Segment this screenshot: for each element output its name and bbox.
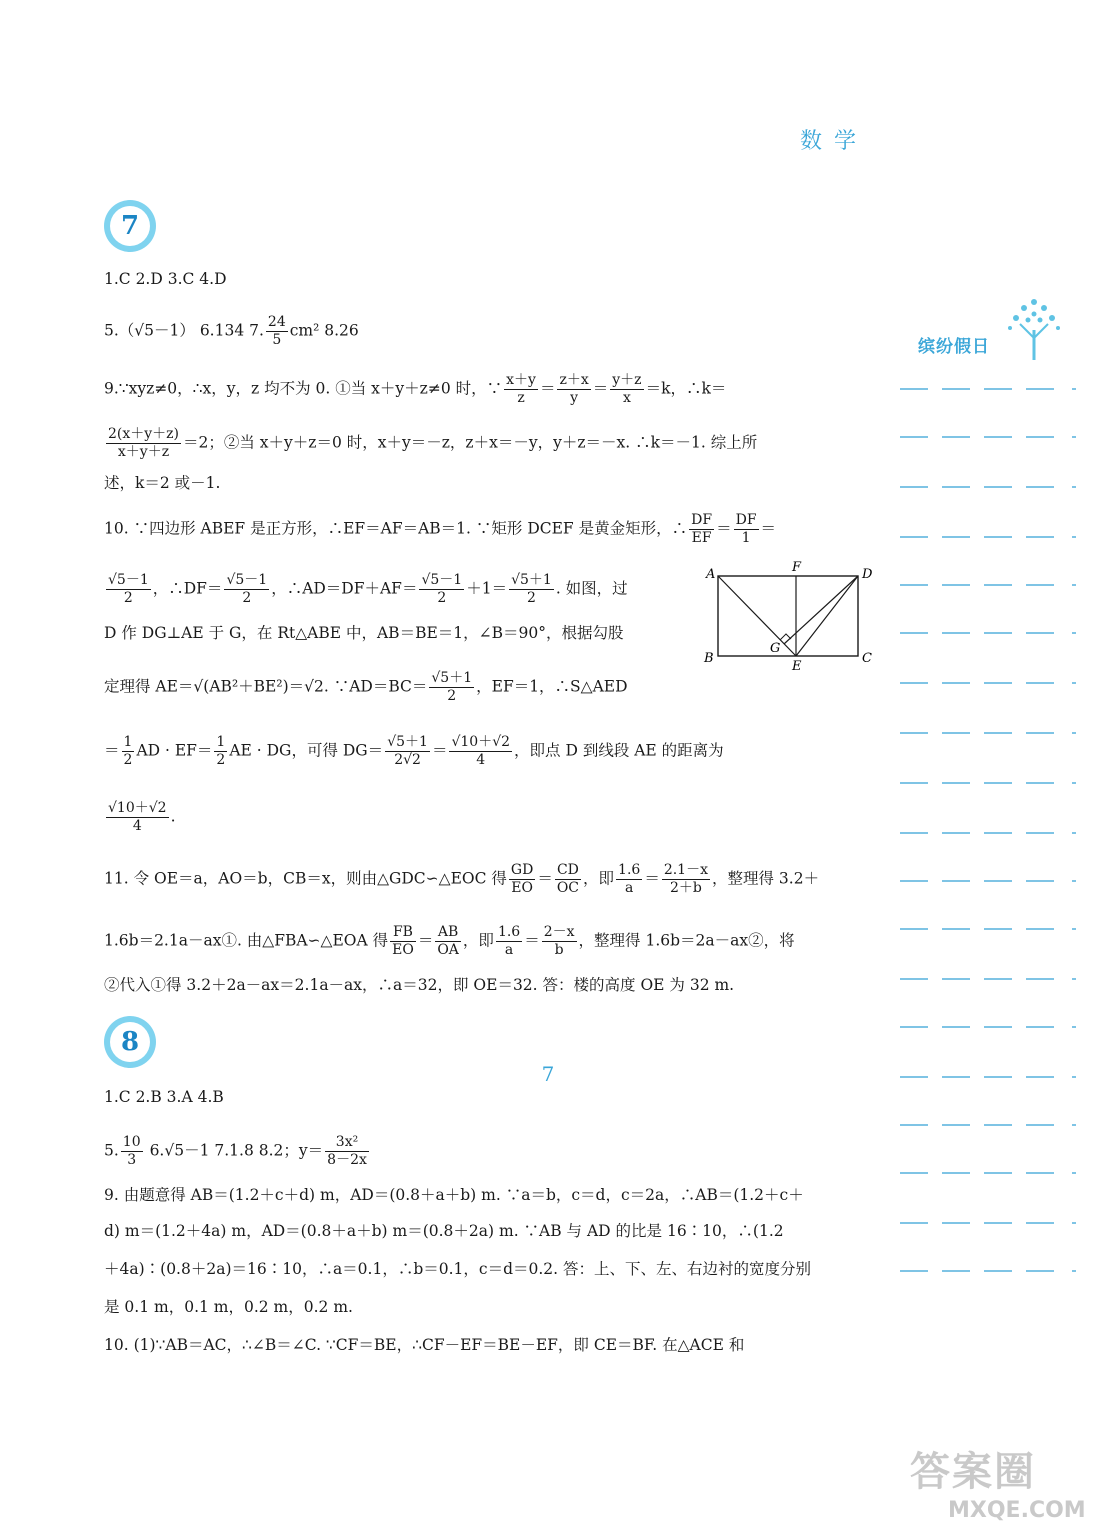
fraction: $\frac{2(x+y+z)}{x+y+z}$ (108, 426, 180, 460)
dash-segment (1026, 928, 1054, 930)
fraction: $\frac{√5+1}{2}$ (431, 670, 473, 704)
answer-line: 10. (1)∵AB＝AC，∴∠B＝∠C. ∵CF＝BE，∴CF－EF＝BE－EF，即 CE＝BF. 在△ACE 和 (104, 1336, 745, 1354)
answer-line: ＋4a)∶(0.8＋2a)＝16∶10，∴a＝0.1，∴b＝0.1，c＝d＝0.2. 答：上、下、左、右边衬的宽度分别 (104, 1260, 812, 1278)
dash-segment (984, 978, 1012, 980)
dash-segment (984, 436, 1012, 438)
page-number: 7 (541, 1062, 555, 1086)
dash-segment (942, 1124, 970, 1126)
segment-dg (784, 576, 858, 644)
dash-segment (900, 632, 928, 634)
label-f: F (792, 560, 802, 575)
dash-dot (1072, 928, 1076, 930)
dash-segment (942, 978, 970, 980)
dash-dot (1072, 436, 1076, 438)
answer-line: 定理得 AE＝√(AB²＋BE²)＝√2. ∵AD＝BC＝ $\frac{√5+1}{2}$ ，EF＝1，∴S△AED (104, 670, 628, 704)
dash-segment (984, 486, 1012, 488)
fraction: $\frac{√10+√2}{4}$ (451, 734, 511, 768)
dash-segment (900, 486, 928, 488)
note-line (900, 782, 1080, 784)
brand-logo (906, 290, 1076, 370)
note-line (900, 832, 1080, 834)
dash-segment (1026, 486, 1054, 488)
dash-dot (1072, 584, 1076, 586)
note-line (900, 436, 1080, 438)
dash-segment (900, 536, 928, 538)
dash-segment (942, 486, 970, 488)
section-badge-7 (102, 198, 158, 254)
note-line (900, 536, 1080, 538)
section-number: 8 (120, 1027, 140, 1057)
fraction: $\frac{FB}{EO}$ (392, 924, 414, 958)
dash-segment (900, 880, 928, 882)
answer-line: 述，k＝2 或－1. (104, 474, 221, 492)
dash-segment (942, 880, 970, 882)
fraction: $\frac{z+x}{y}$ (559, 372, 589, 406)
dash-segment (1026, 1026, 1054, 1028)
dash-segment (984, 732, 1012, 734)
fraction: $\frac{1.6}{a}$ (618, 862, 641, 896)
dash-segment (900, 732, 928, 734)
fraction: $\frac{x+y}{z}$ (506, 372, 536, 406)
fraction: $\frac{y+z}{x}$ (612, 372, 642, 406)
dash-segment (900, 782, 928, 784)
dash-segment (900, 1026, 928, 1028)
section-number: 7 (120, 211, 140, 241)
watermark-logo: 答案圈 (910, 1449, 1036, 1495)
segment-de (796, 576, 858, 656)
label-b: B (704, 651, 714, 666)
fraction: $\frac{\text{3x²}}{8-2x}$ (327, 1134, 367, 1168)
dash-dot (1072, 782, 1076, 784)
dash-segment (1026, 682, 1054, 684)
dash-segment (942, 832, 970, 834)
label-a: A (706, 567, 716, 582)
fraction: $\frac{DF}{1}$ (735, 512, 757, 546)
dash-segment (984, 1222, 1012, 1224)
rectangle-abcd (718, 576, 858, 656)
note-line (900, 732, 1080, 734)
answer-line: ＝ $\frac{1}{2}$ AD · EF＝ $\frac{1}{2}$ AE · DG，可得 DG＝ $\frac{√5+1}{2√2}$ ＝ $\frac{√10+√2}{4}$ ，即点 D 到线段 AE 的距离为 (104, 734, 724, 768)
fraction: $\frac{√5-1}{2}$ (421, 572, 463, 606)
dash-segment (984, 1172, 1012, 1174)
note-line (900, 1026, 1080, 1028)
dash-segment (984, 682, 1012, 684)
fraction: $\frac{2-x}{b}$ (543, 924, 575, 958)
dash-dot (1072, 682, 1076, 684)
dash-segment (984, 632, 1012, 634)
answer-line: $\frac{√10+√2}{4}$ . (108, 800, 176, 834)
dash-segment (942, 1270, 970, 1272)
dash-dot (1072, 1172, 1076, 1174)
dash-segment (942, 1222, 970, 1224)
dash-segment (900, 1222, 928, 1224)
note-line (900, 928, 1080, 930)
dash-dot (1072, 1124, 1076, 1126)
dash-segment (1026, 978, 1054, 980)
note-line (900, 1270, 1080, 1272)
dash-segment (942, 388, 970, 390)
dash-segment (900, 436, 928, 438)
dash-segment (1026, 536, 1054, 538)
dash-segment (942, 782, 970, 784)
fraction: $\frac{2.1-x}{2+b}$ (663, 862, 708, 896)
answer-line: $\frac{2(x+y+z)}{x+y+z}$ ＝2；②当 x＋y＋z＝0 时，x＋y＝－z，z＋x＝－y，y＋z＝－x. ∴k＝－1. 综上所 (108, 426, 758, 460)
fraction: $\frac{CD}{OC}$ (556, 862, 580, 896)
dash-segment (1026, 880, 1054, 882)
dash-dot (1072, 732, 1076, 734)
dash-segment (984, 1124, 1012, 1126)
answer-line: $\frac{√5-1}{2}$ ，∴DF＝ $\frac{√5-1}{2}$ ，∴AD＝DF＋AF＝ $\frac{√5-1}{2}$ ＋1＝ $\frac{√5+1}{2}$ . 如图，过 (108, 572, 628, 606)
label-d: D (862, 567, 873, 582)
dash-dot (1072, 632, 1076, 634)
answer-line: 10. ∵四边形 ABEF 是正方形，∴EF＝AF＝AB＝1. ∵矩形 DCEF 是黄金矩形，∴ $\frac{DF}{EF}$ ＝ $\frac{DF}{1}$ ＝ (104, 512, 777, 546)
dash-segment (942, 928, 970, 930)
answer-line: ②代入①得 3.2＋2a－ax＝2.1a－ax，∴a＝32，即 OE＝32. 答：楼的高度 OE 为 32 m. (104, 976, 735, 994)
dash-dot (1072, 1270, 1076, 1272)
subject-title: 数学 (800, 129, 869, 154)
fraction: $\frac{√5-1}{2}$ (226, 572, 268, 606)
note-line (900, 1124, 1080, 1126)
note-line (900, 388, 1080, 390)
answer-line: D 作 DG⊥AE 于 G，在 Rt△ABE 中，AB＝BE＝1，∠B＝90°，根据勾股 (104, 624, 624, 642)
fraction: $\frac{1}{2}$ (216, 734, 226, 768)
dash-segment (984, 1270, 1012, 1272)
dash-dot (1072, 486, 1076, 488)
note-line (900, 584, 1080, 586)
dash-segment (900, 388, 928, 390)
answer-line: d) m＝(1.2＋4a) m，AD＝(0.8＋a＋b) m＝(0.8＋2a) m. ∵AB 与 AD 的比是 16∶10，∴(1.2 (104, 1222, 784, 1240)
answer-line: 1.6b＝2.1a－ax①. 由△FBA∽△EOA 得 $\frac{FB}{EO}$ ＝ $\frac{AB}{OA}$ ，即 $\frac{1.6}{a}$ ＝ $\frac{2-x}{b}$ ，整理得 1.6b＝2a－ax②，将 (104, 924, 795, 958)
dash-dot (1072, 1222, 1076, 1224)
dash-segment (900, 1124, 928, 1126)
dash-dot (1072, 978, 1076, 980)
note-line (900, 880, 1080, 882)
dash-segment (1026, 782, 1054, 784)
dash-segment (1026, 1124, 1054, 1126)
dash-segment (942, 682, 970, 684)
dash-segment (984, 388, 1012, 390)
answer-line: 9. 由题意得 AB＝(1.2＋c＋d) m，AD＝(0.8＋a＋b) m. ∵a＝b，c＝d，c＝2a，∴AB＝(1.2＋c＋ (104, 1186, 804, 1204)
note-line (900, 486, 1080, 488)
answer-line: 9.∵xyz≠0，∴x，y，z 均不为 0. ①当 x＋y＋z≠0 时，∵ $\frac{x+y}{z}$ ＝ $\frac{z+x}{y}$ ＝ $\frac{y+z}{x}$ ＝k，∴k＝ (104, 372, 727, 406)
fraction: $\frac{√10+√2}{4}$ (108, 800, 167, 834)
dash-segment (984, 536, 1012, 538)
note-line (900, 682, 1080, 684)
fraction: $\frac{1}{2}$ (123, 734, 133, 768)
dash-segment (1026, 832, 1054, 834)
fraction: $\frac{1.6}{a}$ (497, 924, 521, 958)
fraction: $\frac{24}{5}$ (267, 314, 286, 348)
answer-line: 5. $\frac{10}{3}$ 6.√5－1 7.1.8 8.2；y＝ $\frac{\text{3x²}}{8-2x}$ (104, 1134, 367, 1168)
dash-segment (900, 682, 928, 684)
dash-segment (900, 584, 928, 586)
answer-line: 11. 令 OE＝a，AO＝b，CB＝x，则由△GDC∽△EOC 得 $\frac{GD}{EO}$ ＝ $\frac{CD}{OC}$ ，即 $\frac{1.6}{a}$ ＝ $\frac{2.1-x}{2+b}$ ，整理得 3.2＋ (104, 862, 820, 896)
dash-segment (900, 1270, 928, 1272)
note-line (900, 1222, 1080, 1224)
fraction: $\frac{√5+1}{2}$ (511, 572, 552, 606)
dash-segment (942, 732, 970, 734)
brand-text: 缤纷假日 (918, 337, 990, 357)
dash-segment (942, 1026, 970, 1028)
dash-segment (1026, 584, 1054, 586)
fraction: $\frac{√5-1}{2}$ (108, 572, 149, 606)
dash-segment (942, 632, 970, 634)
fraction: $\frac{√5+1}{2√2}$ (387, 734, 428, 768)
dash-segment (1026, 1172, 1054, 1174)
dash-dot (1072, 1026, 1076, 1028)
dash-segment (984, 1026, 1012, 1028)
dash-segment (942, 536, 970, 538)
dash-segment (942, 436, 970, 438)
note-line (900, 632, 1080, 634)
dash-segment (984, 584, 1012, 586)
fraction: $\frac{DF}{EF}$ (691, 512, 713, 546)
answer-line: 1.C 2.B 3.A 4.B (104, 1088, 224, 1106)
label-e: E (792, 659, 802, 674)
answer-line: 5.（√5－1） 6.134 7. $\frac{24}{5}$ cm² 8.26 (104, 314, 359, 348)
dash-segment (1026, 1222, 1054, 1224)
dash-segment (984, 880, 1012, 882)
fraction: $\frac{AB}{OA}$ (437, 924, 459, 958)
label-c: C (862, 651, 872, 666)
answer-line: 是 0.1 m，0.1 m，0.2 m，0.2 m. (104, 1298, 353, 1316)
watermark-url: MXQE.COM (948, 1498, 1086, 1523)
dash-segment (942, 1172, 970, 1174)
fraction: $\frac{GD}{EO}$ (510, 862, 534, 896)
note-line (900, 1172, 1080, 1174)
dash-segment (900, 978, 928, 980)
note-line (900, 978, 1080, 980)
dash-segment (984, 832, 1012, 834)
label-g: G (770, 641, 781, 656)
dash-segment (984, 928, 1012, 930)
dash-dot (1072, 832, 1076, 834)
dash-segment (900, 832, 928, 834)
dash-dot (1072, 536, 1076, 538)
dash-segment (942, 584, 970, 586)
dash-segment (1026, 388, 1054, 390)
dash-segment (1026, 1270, 1054, 1272)
dash-segment (1026, 732, 1054, 734)
dash-segment (900, 1172, 928, 1174)
dash-dot (1072, 880, 1076, 882)
dash-segment (984, 782, 1012, 784)
geometry-figure (702, 560, 880, 676)
fraction: $\frac{10}{3}$ (122, 1134, 141, 1168)
answer-line: 1.C 2.D 3.C 4.D (104, 270, 227, 288)
tree-icon (906, 290, 1076, 370)
dash-segment (1026, 436, 1054, 438)
dash-segment (1026, 632, 1054, 634)
dash-segment (900, 928, 928, 930)
dash-dot (1072, 388, 1076, 390)
